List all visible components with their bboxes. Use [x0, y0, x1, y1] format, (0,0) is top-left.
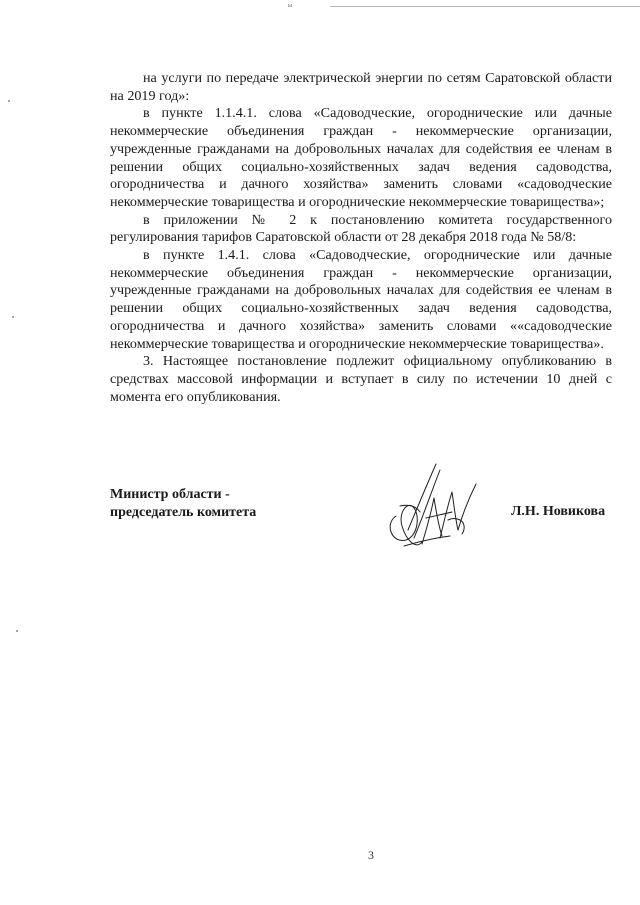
scan-mark: ы: [288, 3, 293, 9]
paragraph: 3. Настоящее постановление подлежит официальному опубликованию в средствах массовой информации и вступает в силу по истечении 10 дней с момента его опубликования.: [110, 353, 612, 405]
document-body: [110, 70, 612, 406]
signer-title-line2: председатель комитета: [110, 505, 257, 520]
scan-artifact: [12, 316, 14, 318]
paragraph: на услуги по передаче электрической энергии по сетям Саратовской области на 2019 год»:: [110, 70, 612, 104]
scan-artifact: [8, 100, 10, 102]
signer-name: Л.Н. Новикова: [511, 504, 606, 519]
signer-title: [110, 486, 256, 522]
paragraph: в пункте 1.4.1. слова «Садоводческие, огороднические или дачные некоммерческие объединения граждан - некоммерческие организации, учрежденные гражданами на добровольных началах для содействия ее членам в решении общих социально-хозяйственных задач ведения садоводства, огородничества и дачного хозяйства» заменить словами ««садоводческие некоммерческие товарищества и огороднические некоммерческие товарищества».: [110, 247, 612, 352]
scan-artifact: [16, 630, 18, 632]
signer-title-line1: Министр области -: [110, 487, 230, 502]
page-number: 3: [368, 848, 374, 862]
top-rule: [330, 6, 640, 7]
handwritten-signature: [378, 458, 488, 558]
paragraph: в пункте 1.1.4.1. слова «Садоводческие, огороднические или дачные некоммерческие объединения граждан - некоммерческие организации, учрежденные гражданами на добровольных началах для содействия ее членам в решении общих социально-хозяйственных задач ведения садоводства, огородничества и дачного хозяйства» заменить словами «садоводческие некоммерческие товарищества и огороднические некоммерческие товарищества»;: [110, 105, 612, 210]
paragraph: в приложении № 2 к постановлению комитета государственного регулирования тарифов Саратовской области от 28 декабря 2018 года № 58/8:: [110, 211, 612, 246]
